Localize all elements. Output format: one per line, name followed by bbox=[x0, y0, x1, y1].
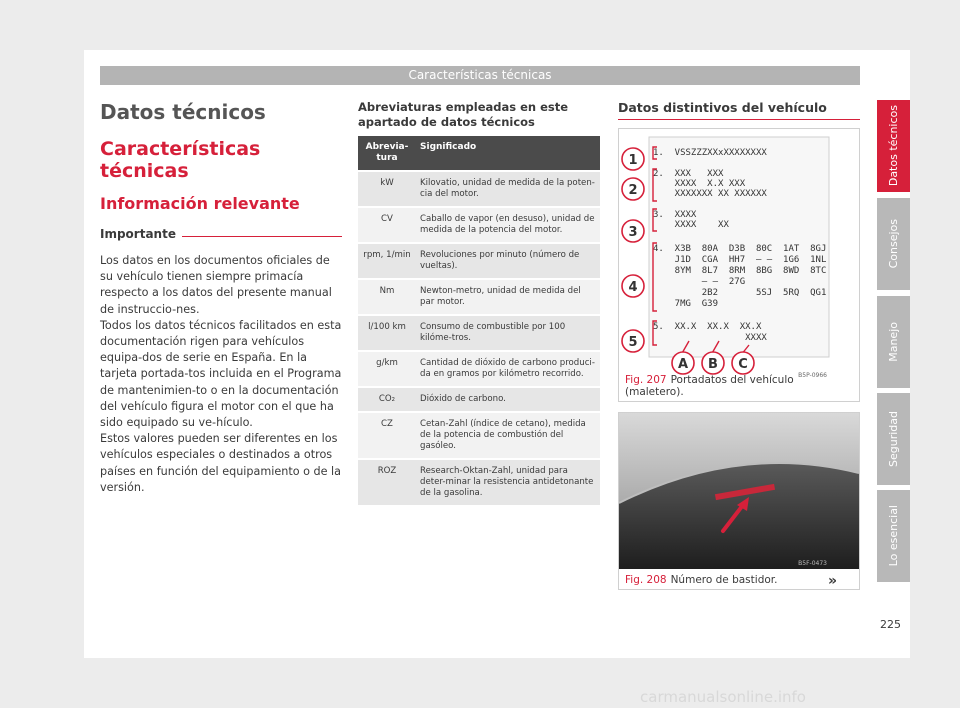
plate-line: XXXX XX bbox=[653, 220, 729, 230]
important-heading bbox=[100, 223, 342, 243]
meaning-cell: Dióxido de carbono. bbox=[416, 387, 600, 412]
figure-caption-text: Número de bastidor. bbox=[670, 574, 778, 586]
figure-caption bbox=[619, 571, 783, 589]
paragraph: Todos los datos técnicos facilitados en esta documentación rigen para vehículos equipa-dos de serie en España. En la tarjeta portada-tos incluida en el Programa de mantenimien-to o en la documentación del vehículo figura el motor con el que ha sido equipado su ve-hículo. bbox=[100, 318, 342, 430]
callout-label: 4 bbox=[628, 280, 638, 295]
data-plate-illustration bbox=[619, 129, 859, 381]
plate-line: 3. XXXX bbox=[653, 210, 697, 220]
plate-line: 5. XX.X XX.X XX.X bbox=[653, 322, 762, 332]
figure-code: B5F-0473 bbox=[798, 560, 827, 567]
tab-lo-esencial[interactable]: Lo esencial bbox=[877, 490, 910, 582]
callout-label: A bbox=[677, 357, 689, 372]
meaning-cell: Consumo de combustible por 100 kilóme-tros. bbox=[416, 315, 600, 351]
meaning-cell: Kilovatio, unidad de medida de la poten-cia del motor. bbox=[416, 171, 600, 207]
right-column bbox=[618, 100, 860, 120]
plate-line: J1D CGA HH7 – – 1G6 1NL bbox=[653, 255, 827, 265]
abbreviation-cell: ROZ bbox=[358, 459, 416, 505]
body-text bbox=[100, 253, 342, 496]
table-row bbox=[358, 412, 600, 459]
tab-manejo[interactable]: Manejo bbox=[877, 296, 910, 388]
figure-code: B5P-0966 bbox=[798, 372, 827, 379]
abbreviation-cell: rpm, 1/min bbox=[358, 243, 416, 279]
paragraph: Estos valores pueden ser diferentes en los vehículos especiales o destinados a otros países en función del equipamiento o de la versión. bbox=[100, 432, 342, 494]
windshield-vin-illustration bbox=[619, 413, 859, 569]
subsection-title: Información relevante bbox=[100, 194, 300, 213]
abbreviation-cell: CZ bbox=[358, 412, 416, 459]
table-row bbox=[358, 279, 600, 315]
meaning-cell: Cantidad de dióxido de carbono produci-da en gramos por kilómetro recorrido. bbox=[416, 351, 600, 387]
abbreviations-table bbox=[358, 136, 600, 505]
table-row bbox=[358, 351, 600, 387]
figure-number: Fig. 208 bbox=[625, 574, 667, 586]
callout-label: C bbox=[738, 357, 748, 372]
meaning-cell: Research-Oktan-Zahl, unidad para deter-minar la resistencia antidetonante de la gasolina. bbox=[416, 459, 600, 505]
plate-line: 2. XXX XXX bbox=[653, 169, 724, 179]
paragraph: Los datos en los documentos oficiales de su vehículo tienen siempre primacía respecto a los datos del presente manual de instruccio-nes. bbox=[100, 254, 332, 316]
continue-arrow-icon: » bbox=[828, 573, 838, 589]
meaning-cell: Newton-metro, unidad de medida del par motor. bbox=[416, 279, 600, 315]
meaning-cell: Cetan-Zahl (índice de cetano), medida de la potencia de combustión del gasóleo. bbox=[416, 412, 600, 459]
figure-207 bbox=[618, 128, 860, 402]
column-header-abbreviation: Abrevia-tura bbox=[358, 136, 416, 171]
table-row bbox=[358, 207, 600, 243]
table-row bbox=[358, 387, 600, 412]
abbreviation-cell: Nm bbox=[358, 279, 416, 315]
plate-line: 8YM 8L7 8RM 8BG 8WD 8TC bbox=[653, 266, 827, 276]
middle-column bbox=[358, 100, 600, 505]
callout-label: 3 bbox=[628, 225, 638, 240]
meaning-cell: Caballo de vapor (en desuso), unidad de medida de la potencia del motor. bbox=[416, 207, 600, 243]
meaning-cell: Revoluciones por minuto (número de vueltas). bbox=[416, 243, 600, 279]
tab-datos-tecnicos[interactable]: Datos técnicos bbox=[877, 100, 910, 192]
abbreviation-cell: g/km bbox=[358, 351, 416, 387]
table-row bbox=[358, 243, 600, 279]
callout-label: B bbox=[708, 357, 718, 372]
abbreviation-cell: kW bbox=[358, 171, 416, 207]
plate-line: 4. X3B 80A D3B 80C 1AT 8GJ bbox=[653, 244, 827, 254]
table-header-row bbox=[358, 136, 600, 171]
table-row bbox=[358, 171, 600, 207]
plate-line: XXXXXXX XX XXXXXX bbox=[653, 189, 767, 199]
abbreviation-cell: l/100 km bbox=[358, 315, 416, 351]
table-row bbox=[358, 459, 600, 505]
table-title: Abreviaturas empleadas en este apartado de datos técnicos bbox=[358, 100, 569, 129]
figure-caption-text: Portadatos del vehículo (maletero). bbox=[625, 374, 794, 398]
column-header-meaning: Significado bbox=[416, 136, 600, 171]
figure-208 bbox=[618, 412, 860, 590]
watermark: carmanualsonline.info bbox=[640, 688, 806, 706]
important-label: Importante bbox=[100, 227, 182, 241]
section-title: Características técnicas bbox=[100, 138, 261, 182]
figure-number: Fig. 207 bbox=[625, 374, 667, 386]
plate-line: 2B2 5SJ 5RQ QG1 bbox=[653, 288, 827, 298]
callout-label: 1 bbox=[628, 153, 638, 168]
plate-line: – – 27G bbox=[653, 277, 746, 287]
abbreviation-cell: CO₂ bbox=[358, 387, 416, 412]
running-header: Características técnicas bbox=[100, 66, 860, 85]
tab-seguridad[interactable]: Seguridad bbox=[877, 393, 910, 485]
chapter-title: Datos técnicos bbox=[100, 100, 266, 124]
page-number: 225 bbox=[880, 618, 901, 631]
left-column bbox=[100, 98, 342, 496]
abbreviation-cell: CV bbox=[358, 207, 416, 243]
plate-line: XXXX bbox=[653, 333, 767, 343]
plate-line: 7MG G39 bbox=[653, 299, 719, 309]
tab-consejos[interactable]: Consejos bbox=[877, 198, 910, 290]
plate-line: XXXX X.X XXX bbox=[653, 179, 746, 189]
plate-line: 1. VSSZZZXXxXXXXXXXX bbox=[653, 148, 767, 158]
callout-label: 2 bbox=[628, 183, 638, 198]
figure-caption bbox=[619, 371, 859, 401]
vehicle-data-title: Datos distintivos del vehículo bbox=[618, 100, 860, 120]
callout-label: 5 bbox=[628, 335, 638, 350]
table-row bbox=[358, 315, 600, 351]
